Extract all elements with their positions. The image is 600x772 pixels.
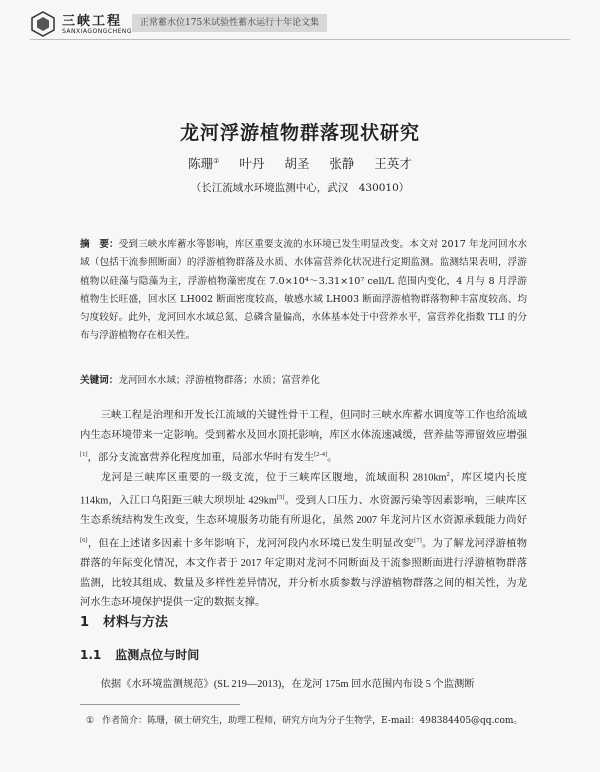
author-list — [0, 154, 600, 172]
abstract-label: 摘 要： — [80, 239, 119, 250]
series-title: 正常蓄水位175米试验性蓄水运行十年论文集 — [132, 14, 327, 32]
logo-hexagon-icon — [30, 11, 56, 37]
author: 张静 — [329, 156, 355, 171]
footnote-divider — [80, 704, 240, 705]
header-divider — [30, 39, 570, 40]
footnote: ① 作者简介：陈珊，硕士研究生，助理工程师，研究方向为分子生物学，E-mail：498384405@qq.com。 — [86, 716, 523, 726]
intro-paragraph-2: 龙河是三峡库区重要的一级支流，位于三峡库区腹地，流域面积 $2810km^2$，库区境内长度 114km，入江口乌阳距三峡大坝坝址 429km[5]。受到人口压力、水资源污染等因素影响，三峡库区生态系统结构发生改变，生态环境服务功能有所退化，虽然 2007 年龙河片区水资源承载能力尚好[6]，但在上述诸多因素十多年影响下，龙河河段内水环境已发生明显改变[7]。为了解龙河浮游植物群落的年际变化情况，本文作者于 2017 年定期对龙河不同断面及干流参照断面进行浮游植物群落监测，比较其组成、数量及多样性差异情况，并分析水质参数与浮游植物群落之间的相关性，为龙河水生态环境保护提供一定的数据支撑。 — [80, 471, 528, 609]
section-heading-1: 1 材料与方法 — [80, 615, 169, 630]
citation: [7] — [414, 536, 422, 544]
abstract-text: 受到三峡水库蓄水等影响，库区重要支流的水环境已发生明显改变。本文对 2017 年龙河回水水域（包括干流参照断面）的浮游植物群落及水质、水体富营养化状况进行定期监测。监测结果表明，浮游植物以硅藻与隐藻为主，浮游植物藻密度在 7.0×10⁴～3.31×10⁷ cell/L 范围内变化，4 月与 8 月浮游植物生长旺盛，回水区 LH002 断面密度较高，敏感水域 LH003 断面浮游植物群落物种丰富度较高、均匀度较好。此外，龙河回水水域总氮、总磷含量偏高，水体基本处于中营养水平，富营养化指数 TLI 的分布与浮游植物存在相关性。 — [80, 239, 527, 342]
logo-subtitle: SANXIAGONGCHENG — [62, 28, 133, 35]
author: 胡圣 — [284, 156, 310, 171]
keywords — [80, 372, 527, 390]
author: 陈珊① — [188, 156, 220, 171]
intro-paragraph-1: 三峡工程是治理和开发长江流域的关键性骨干工程，但同时三峡水库蓄水调度等工作也给流域内生态环境带来一定影响。受到蓄水及回水顶托影响，库区水体流速减缓，营养盐等滞留效应增强[1]，部分支流富营养化程度加重，局部水华时有发生[2-4]。 — [80, 410, 527, 464]
citation: [5] — [276, 494, 285, 502]
author: 叶丹 — [239, 156, 265, 171]
keywords-label: 关键词： — [80, 375, 119, 386]
author: 王英才 — [374, 156, 412, 171]
citation: [1] — [80, 451, 88, 459]
paper-title: 龙河浮游植物群落现状研究 — [179, 122, 420, 144]
affiliation: （长江流域水环境监测中心，武汉 430010） — [190, 182, 410, 194]
citation: [6] — [80, 536, 88, 544]
journal-header — [30, 10, 570, 44]
logo-text: 三峡工程 — [62, 14, 123, 29]
methods-paragraph: 依据《水环境监测规范》(SL 219—2013)，在龙河 175m 回水范围内布设 5 个监测断 — [100, 679, 475, 690]
citation: [2-4] — [314, 451, 328, 459]
keywords-text: 龙河回水水域；浮游植物群落；水质；富营养化 — [118, 375, 320, 386]
section-heading-1-1: 1.1 监测点位与时间 — [80, 648, 200, 662]
abstract — [80, 236, 527, 346]
